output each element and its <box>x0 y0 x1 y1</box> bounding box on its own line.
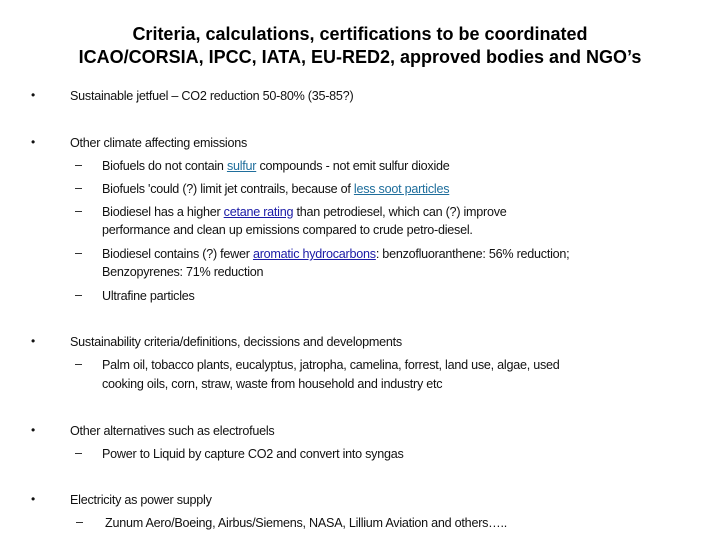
bullet-icon: • <box>31 334 36 348</box>
slide-title-line1: Criteria, calculations, certifications to be coordinated <box>132 24 588 44</box>
sub-text: Biofuels 'could (?) limit jet contrails, because of <box>102 182 354 196</box>
bullet-text: Electricity as power supply <box>70 493 212 507</box>
sub-item: Zunum Aero/Boeing, Airbus/Siemens, NASA, Lillium Aviation and others….. <box>105 516 508 530</box>
sub-item <box>102 204 507 220</box>
dash-icon: – <box>75 288 83 302</box>
sub-text: compounds - not emit sulfur dioxide <box>256 159 450 173</box>
dash-icon: – <box>76 515 84 529</box>
bullet-text: Other alternatives such as electrofuels <box>70 424 275 438</box>
link-sulfur[interactable]: sulfur <box>226 159 257 173</box>
dash-icon: – <box>75 446 83 460</box>
sub-item <box>102 246 569 262</box>
dash-icon: – <box>75 246 83 260</box>
dash-icon: – <box>75 158 83 172</box>
sub-item: Power to Liquid by capture CO2 and convert into syngas <box>102 447 404 461</box>
bullet-icon: • <box>31 423 36 437</box>
sub-item: Palm oil, tobacco plants, eucalyptus, jatropha, camelina, forrest, land use, algae, used <box>102 358 560 372</box>
bullet-text: Sustainable jetfuel – CO2 reduction 50-80% (35-85?) <box>70 89 354 103</box>
sub-item-continuation: Benzopyrenes: 71% reduction <box>102 265 264 279</box>
sub-item <box>102 181 449 197</box>
sub-item-continuation: cooking oils, corn, straw, waste from household and industry etc <box>102 377 443 391</box>
bullet-icon: • <box>31 88 36 102</box>
dash-icon: – <box>75 181 83 195</box>
sub-text: than petrodiesel, which can (?) improve <box>293 205 507 219</box>
sub-item: Ultrafine particles <box>102 289 195 303</box>
sub-text: Biodiesel has a higher <box>102 205 224 219</box>
sub-text: Biodiesel contains (?) fewer <box>102 247 253 261</box>
sub-text: Biofuels do not contain <box>102 159 227 173</box>
bullet-text: Sustainability criteria/definitions, decissions and developments <box>70 335 402 349</box>
link-cetane-rating[interactable]: cetane rating <box>223 205 294 219</box>
link-less-soot-particles[interactable]: less soot particles <box>353 182 450 196</box>
sub-item <box>102 158 450 174</box>
dash-icon: – <box>75 357 83 371</box>
link-aromatic-hydrocarbons[interactable]: aromatic hydrocarbons <box>252 247 376 261</box>
bullet-icon: • <box>31 135 36 149</box>
sub-text: : benzofluoranthene: 56% reduction; <box>375 247 570 261</box>
bullet-icon: • <box>31 492 36 506</box>
slide-title-line2: ICAO/CORSIA, IPCC, IATA, EU-RED2, approved bodies and NGO’s <box>78 47 642 67</box>
dash-icon: – <box>75 204 83 218</box>
bullet-text: Other climate affecting emissions <box>70 136 248 150</box>
sub-item-continuation: performance and clean up emissions compared to crude petro-diesel. <box>102 223 473 237</box>
